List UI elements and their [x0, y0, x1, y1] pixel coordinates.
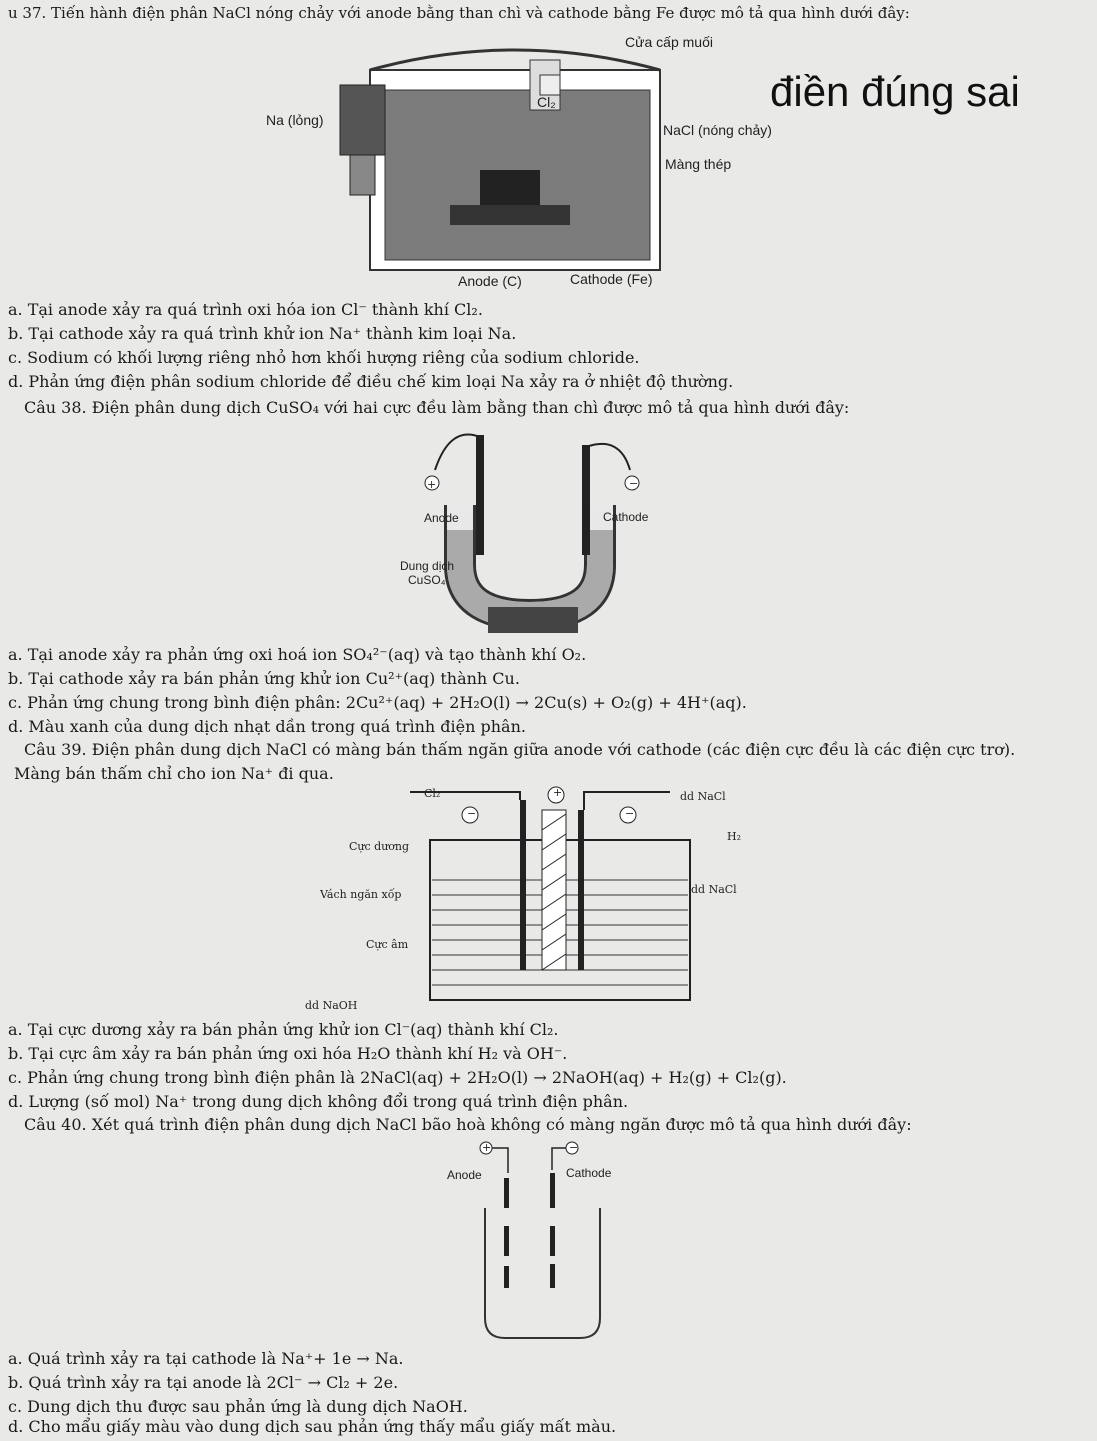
q37-option-b: b. Tại cathode xảy ra quá trình khử ion Na⁺ thành kim loại Na. [8, 324, 517, 343]
q39-label-porous-wall: Vách ngăn xốp [320, 888, 402, 901]
q37-option-a: a. Tại anode xảy ra quá trình oxi hóa ion Cl⁻ thành khí Cl₂. [8, 300, 483, 319]
q38-option-d: d. Màu xanh của dung dịch nhạt dần trong quá trình điện phân. [8, 717, 526, 736]
q40-option-a: a. Quá trình xảy ra tại cathode là Na⁺+ 1e → Na. [8, 1349, 404, 1368]
q40-label-anode: Anode [447, 1168, 482, 1182]
q37-option-c: c. Sodium có khối lượng riêng nhỏ hơn khối hượng riêng của sodium chloride. [8, 348, 640, 367]
q40-option-b: b. Quá trình xảy ra tại anode là 2Cl⁻ → Cl₂ + 2e. [8, 1373, 399, 1392]
q40-plus-sign: + [482, 1141, 492, 1154]
q40-option-d: d. Cho mẩu giấy màu vào dung dịch sau phản ứng thấy mẩu giấy mất màu. [8, 1417, 617, 1436]
label-anode-c: Anode (C) [458, 273, 522, 289]
q37-option-d: d. Phản ứng điện phân sodium chloride để điều chế kim loại Na xảy ra ở nhiệt độ thường. [8, 372, 734, 391]
q39-label-h2: H₂ [727, 830, 742, 843]
q39-title: Câu 39. Điện phân dung dịch NaCl có màng bán thấm ngăn giữa anode với cathode (các điện cực đều là các điện cực trơ). [24, 740, 1016, 759]
handwritten-note: điền đúng sai [770, 68, 1020, 115]
label-na-liquid: Na (lỏng) [266, 112, 324, 128]
q39-minus-sign-left: − [467, 807, 477, 820]
q39-option-b: b. Tại cực âm xảy ra bán phản ứng oxi hóa H₂O thành khí H₂ và OH⁻. [8, 1044, 568, 1063]
q39-label-negative-pole: Cực âm [366, 938, 409, 951]
q38-label-cathode: Cathode [603, 510, 649, 524]
q39-option-a: a. Tại cực dương xảy ra bán phản ứng khử ion Cl⁻(aq) thành khí Cl₂. [8, 1020, 559, 1039]
label-nacl-molten: NaCl (nóng chảy) [663, 122, 772, 138]
q38-option-a: a. Tại anode xảy ra phản ứng oxi hoá ion SO₄²⁻(aq) và tạo thành khí O₂. [8, 645, 587, 664]
q38-label-solution: Dung dịch [400, 559, 455, 573]
label-cathode-fe: Cathode (Fe) [570, 271, 653, 287]
q39-plus-sign: + [553, 786, 563, 799]
q40-option-c: c. Dung dịch thu được sau phản ứng là dung dịch NaOH. [8, 1397, 468, 1416]
q38-minus-sign: − [629, 477, 639, 490]
q38-option-b: b. Tại cathode xảy ra bán phản ứng khử ion Cu²⁺(aq) thành Cu. [8, 669, 520, 688]
q38-option-c: c. Phản ứng chung trong bình điện phân: 2Cu²⁺(aq) + 2H₂O(l) → 2Cu(s) + O₂(g) + 4H⁺(aq). [8, 693, 747, 712]
q37-diagram [330, 30, 680, 290]
q39-label-ddnaoh: dd NaOH [305, 999, 358, 1012]
q39-label-positive-pole: Cực dương [349, 840, 410, 853]
q38-label-anode: Anode [424, 511, 459, 525]
q38-plus-sign: + [427, 478, 437, 491]
q40-minus-sign: − [569, 1141, 579, 1154]
label-cl2: Cl₂ [537, 94, 556, 110]
q39-option-d: d. Lượng (số mol) Na⁺ trong dung dịch không đổi trong quá trình điện phân. [8, 1092, 629, 1111]
q39-option-c: c. Phản ứng chung trong bình điện phân là 2NaCl(aq) + 2H₂O(l) → 2NaOH(aq) + H₂(g) + Cl₂(g). [8, 1068, 787, 1087]
q39-cell-diagram [370, 780, 730, 1010]
q39-minus-sign-right: − [625, 807, 635, 820]
q38-u-tube-diagram [410, 425, 670, 640]
label-feed: Cửa cấp muối [625, 34, 713, 50]
q38-title: Câu 38. Điện phân dung dịch CuSO₄ với hai cực đều làm bằng than chì được mô tả qua hình dưới đây: [24, 398, 850, 417]
q39-label-cl2: Cl₂ [424, 787, 441, 800]
q39-label-ddnacl-top: dd NaCl [680, 790, 726, 803]
q38-label-cuso4: CuSO₄ [408, 573, 446, 587]
q40-title: Câu 40. Xét quá trình điện phân dung dịch NaCl bão hoà không có màng ngăn được mô tả qua hình dưới đây: [24, 1115, 912, 1134]
q37-title: u 37. Tiến hành điện phân NaCl nóng chảy với anode bằng than chì và cathode bằng Fe được mô tả qua hình dưới đây: [8, 4, 910, 22]
q39-title-2: Màng bán thấm chỉ cho ion Na⁺ đi qua. [14, 764, 334, 783]
q40-label-cathode: Cathode [566, 1166, 612, 1180]
label-steel-membrane: Màng thép [665, 156, 732, 172]
q39-label-ddnacl: dd NaCl [691, 883, 737, 896]
